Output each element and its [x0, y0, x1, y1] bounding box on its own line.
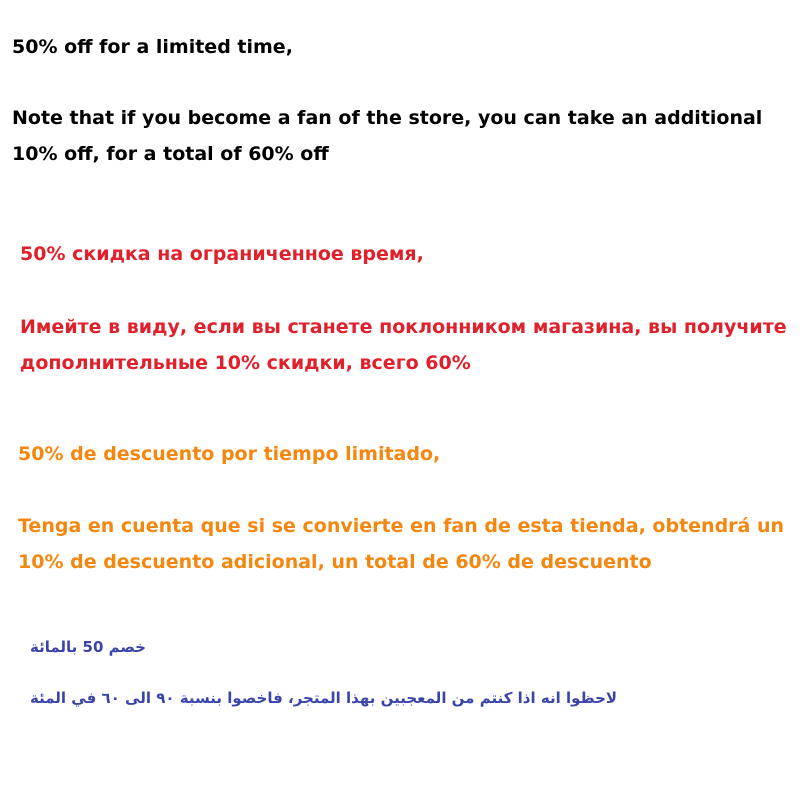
russian-fan-note-continued: дополнительные 10% скидки, всего 60%: [20, 352, 471, 374]
arabic-fan-note: لاحظوا انه اذا كنتم من المعجبين بهذا المتجر، فاخصوا بنسبة ٩٠ الى ٦٠ في المئة: [30, 689, 618, 707]
english-discount-headline: 50% off for a limited time,: [12, 36, 293, 58]
english-fan-note-continued: 10% off, for a total of 60% off: [12, 143, 329, 165]
arabic-discount-headline: خصم 50 بالمائة: [30, 638, 146, 656]
english-fan-note: Note that if you become a fan of the store, you can take an additional: [12, 107, 763, 129]
spanish-discount-headline: 50% de descuento por tiempo limitado,: [18, 443, 441, 465]
russian-fan-note: Имейте в виду, если вы станете поклонником магазина, вы получите: [20, 316, 787, 338]
spanish-fan-note-continued: 10% de descuento adicional, un total de 60% de descuento: [18, 551, 652, 573]
spanish-fan-note: Tenga en cuenta que si se convierte en fan de esta tienda, obtendrá un: [18, 515, 785, 537]
russian-discount-headline: 50% скидка на ограниченное время,: [20, 243, 424, 265]
